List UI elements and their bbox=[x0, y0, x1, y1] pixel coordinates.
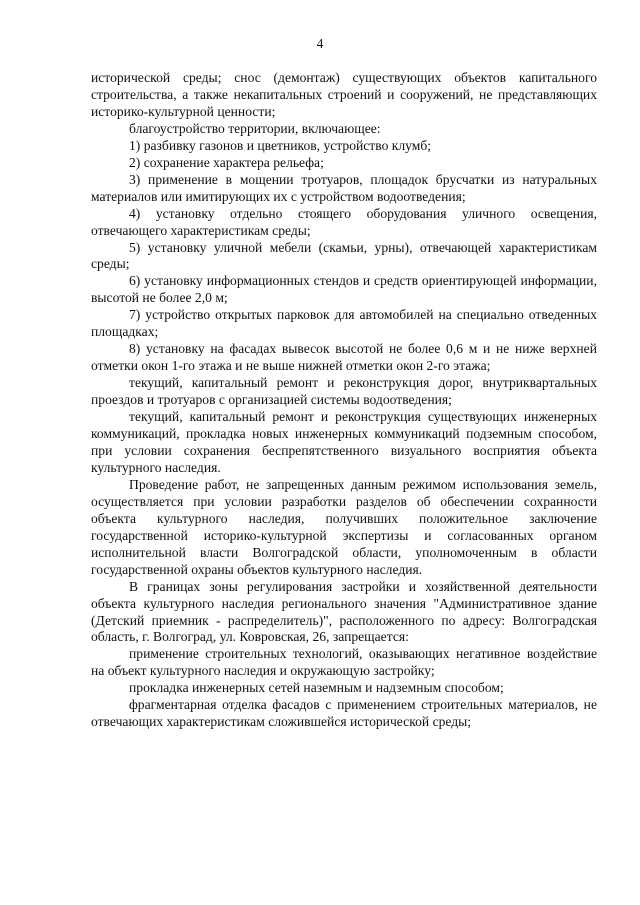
paragraph: 5) установку уличной мебели (скамьи, урны), отвечающей характеристикам среды; bbox=[91, 239, 597, 272]
paragraph: 2) сохранение характера рельефа; bbox=[129, 154, 324, 170]
paragraph: применение строительных технологий, оказывающих негативное воздействие на объект культурного наследия и окружающую застройку; bbox=[91, 646, 597, 679]
paragraph: текущий, капитальный ремонт и реконструкция существующих инженерных коммуникаций, прокладка новых инженерных коммуникаций подземным способом, при условии сохранения беспрепятственного визуального восприятия объекта культурного наследия. bbox=[91, 409, 597, 475]
paragraph: 1) разбивку газонов и цветников, устройство клумб; bbox=[129, 137, 432, 153]
paragraph: фрагментарная отделка фасадов с применением строительных материалов, не отвечающих характеристикам сложившейся исторической среды; bbox=[91, 697, 597, 730]
paragraph: Проведение работ, не запрещенных данным режимом использования земель, осуществляется при условии разработки разделов об обеспечении сохранности объекта культурного наследия, получивших положительное заключение государственной историко-культурной экспертизы и согласованных органом исполнительной власти Волгоградской области, уполномоченным в области государственной охраны объектов культурного наследия. bbox=[91, 476, 597, 577]
paragraph: 3) применение в мощении тротуаров, площадок брусчатки из натуральных материалов или имитирующих их с устройством водоотведения; bbox=[91, 171, 597, 204]
paragraph: 6) установку информационных стендов и средств ориентирующей информации, высотой не более 2,0 м; bbox=[91, 273, 597, 306]
paragraph: 8) установку на фасадах вывесок высотой не более 0,6 м и не ниже верхней отметки окон 1-го этажа и не выше нижней отметки окон 2-го этажа; bbox=[91, 341, 597, 374]
page-number: 4 bbox=[316, 36, 324, 51]
paragraph: благоустройство территории, включающее: bbox=[129, 120, 381, 136]
paragraph: текущий, капитальный ремонт и реконструкция дорог, внутриквартальных проездов и тротуаров с организацией системы водоотведения; bbox=[91, 375, 597, 408]
paragraph: В границах зоны регулирования застройки и хозяйственной деятельности объекта культурного наследия регионального значения "Административное здание (Детский приемник - распределитель)", расположенного по адресу: Волгоградская область, г. Волгоград, ул. Ковровская, 26, запрещается: bbox=[91, 578, 597, 645]
document-body bbox=[91, 70, 597, 731]
paragraph: 7) устройство открытых парковок для автомобилей на специально отведенных площадках; bbox=[91, 307, 597, 340]
paragraph: исторической среды; снос (демонтаж) существующих объектов капитального строительства, а также некапитальных строений и сооружений, не представляющих историко-культурной ценности; bbox=[91, 70, 597, 119]
paragraph: 4) установку отдельно стоящего оборудования уличного освещения, отвечающего характеристикам среды; bbox=[91, 205, 597, 238]
paragraph: прокладка инженерных сетей наземным и надземным способом; bbox=[129, 680, 504, 696]
